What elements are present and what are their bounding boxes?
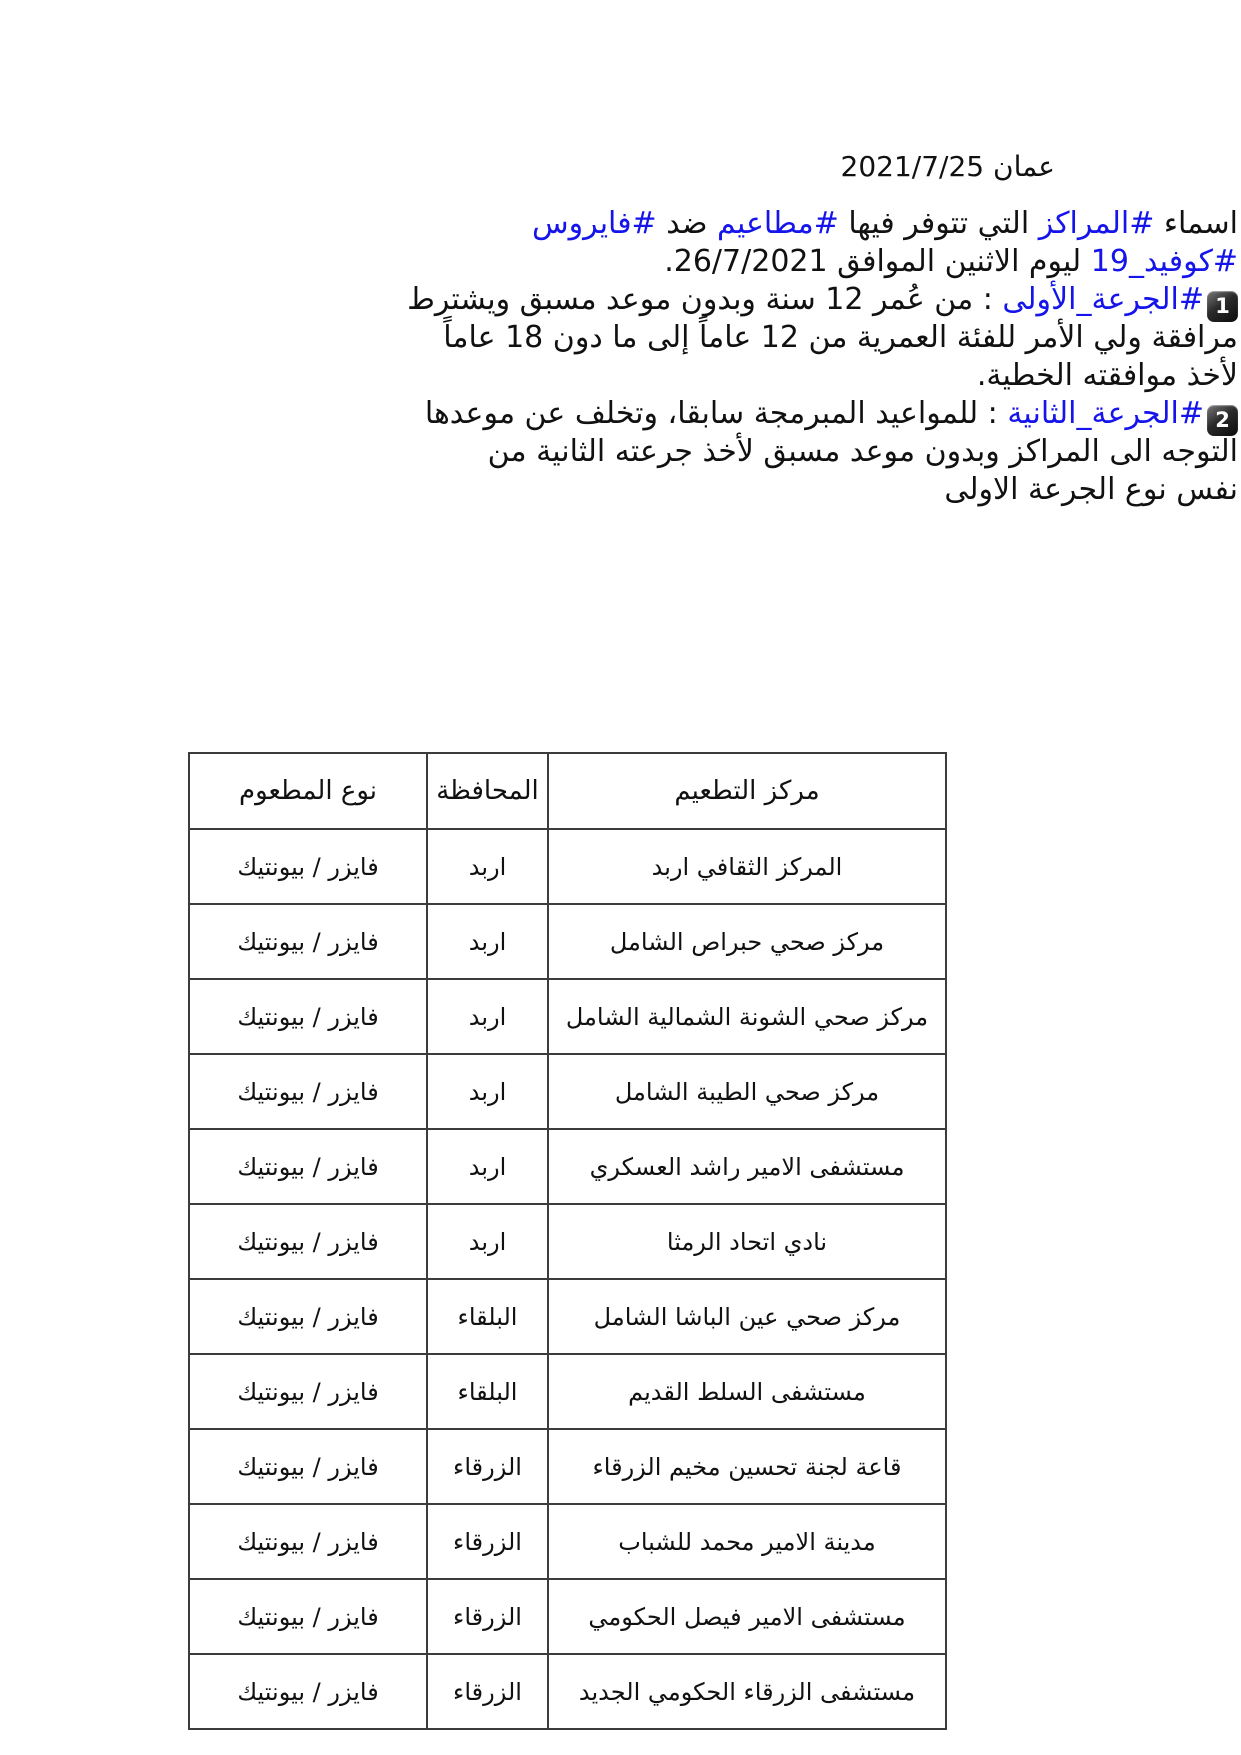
hashtag-link[interactable]: #الجرعة_الثانية	[1007, 396, 1204, 431]
intro-line-1	[188, 205, 1238, 243]
governorate-cell: البلقاء	[427, 1279, 548, 1354]
center-cell: مستشفى الزرقاء الحكومي الجديد	[548, 1654, 946, 1729]
intro-paragraph	[188, 205, 1238, 509]
dateline: عمان 2021/7/25	[840, 150, 1055, 183]
hashtag-link[interactable]: #الجرعة_الأولى	[1002, 282, 1204, 317]
table-row	[189, 1054, 946, 1129]
vaccine-cell: فايزر / بيونتيك	[189, 1429, 427, 1504]
vaccine-cell: فايزر / بيونتيك	[189, 979, 427, 1054]
governorate-cell: اربد	[427, 904, 548, 979]
governorate-cell: الزرقاء	[427, 1504, 548, 1579]
governorate-cell: الزرقاء	[427, 1579, 548, 1654]
table-row	[189, 904, 946, 979]
center-cell: المركز الثقافي اربد	[548, 829, 946, 904]
table-row	[189, 979, 946, 1054]
table-row	[189, 829, 946, 904]
governorate-cell: اربد	[427, 1204, 548, 1279]
center-cell: مدينة الامير محمد للشباب	[548, 1504, 946, 1579]
text-run: التي تتوفر فيها	[838, 206, 1039, 241]
intro-line-8	[188, 471, 1238, 509]
table-row	[189, 1654, 946, 1729]
governorate-cell: اربد	[427, 829, 548, 904]
hashtag-link[interactable]: #المراكز	[1038, 206, 1155, 241]
vaccination-centers-table	[188, 752, 947, 1730]
hashtag-link[interactable]: #كوفيد_19	[1090, 244, 1238, 279]
table-row	[189, 1354, 946, 1429]
text-run: اسماء	[1154, 206, 1238, 241]
governorate-cell: اربد	[427, 979, 548, 1054]
center-cell: مركز صحي حبراص الشامل	[548, 904, 946, 979]
table-row	[189, 1429, 946, 1504]
keycap-2-icon: 2	[1207, 405, 1238, 436]
text-run: : للمواعيد المبرمجة سابقا، وتخلف عن موعدها	[424, 396, 1008, 431]
vaccine-cell: فايزر / بيونتيك	[189, 1579, 427, 1654]
text-run: نفس نوع الجرعة الاولى	[944, 472, 1238, 507]
table-header-row	[189, 753, 946, 829]
text-run: التوجه الى المراكز وبدون موعد مسبق لأخذ جرعته الثانية من	[487, 434, 1238, 469]
center-cell: مركز صحي عين الباشا الشامل	[548, 1279, 946, 1354]
intro-line-2	[188, 243, 1238, 281]
vaccine-cell: فايزر / بيونتيك	[189, 1204, 427, 1279]
governorate-cell: البلقاء	[427, 1354, 548, 1429]
column-header-vaccine: نوع المطعوم	[189, 753, 427, 829]
intro-line-5	[188, 357, 1238, 395]
hashtag-link[interactable]: #مطاعيم	[716, 206, 839, 241]
center-cell: مستشفى الامير راشد العسكري	[548, 1129, 946, 1204]
center-cell: نادي اتحاد الرمثا	[548, 1204, 946, 1279]
vaccine-cell: فايزر / بيونتيك	[189, 1054, 427, 1129]
text-run: ليوم الاثنين الموافق 26/7/2021.	[664, 244, 1091, 279]
vaccine-cell: فايزر / بيونتيك	[189, 1654, 427, 1729]
intro-line-4	[188, 319, 1238, 357]
center-cell: مستشفى الامير فيصل الحكومي	[548, 1579, 946, 1654]
governorate-cell: الزرقاء	[427, 1429, 548, 1504]
keycap-1-icon: 1	[1207, 291, 1238, 322]
column-header-center: مركز التطعيم	[548, 753, 946, 829]
vaccine-cell: فايزر / بيونتيك	[189, 829, 427, 904]
table-row	[189, 1579, 946, 1654]
table-row	[189, 1279, 946, 1354]
vaccine-cell: فايزر / بيونتيك	[189, 1129, 427, 1204]
vaccine-cell: فايزر / بيونتيك	[189, 1504, 427, 1579]
center-cell: قاعة لجنة تحسين مخيم الزرقاء	[548, 1429, 946, 1504]
center-cell: مركز صحي الطيبة الشامل	[548, 1054, 946, 1129]
hashtag-link[interactable]: #فايروس	[532, 206, 657, 241]
vaccine-cell: فايزر / بيونتيك	[189, 1279, 427, 1354]
table-row	[189, 1504, 946, 1579]
intro-line-3	[188, 281, 1238, 319]
center-cell: مركز صحي الشونة الشمالية الشامل	[548, 979, 946, 1054]
text-run: ضد	[656, 206, 717, 241]
table-row	[189, 1129, 946, 1204]
intro-line-7	[188, 433, 1238, 471]
table-row	[189, 1204, 946, 1279]
governorate-cell: الزرقاء	[427, 1654, 548, 1729]
vaccine-cell: فايزر / بيونتيك	[189, 904, 427, 979]
center-cell: مستشفى السلط القديم	[548, 1354, 946, 1429]
column-header-governorate: المحافظة	[427, 753, 548, 829]
vaccine-cell: فايزر / بيونتيك	[189, 1354, 427, 1429]
governorate-cell: اربد	[427, 1054, 548, 1129]
intro-line-6	[188, 395, 1238, 433]
text-run: : من عُمر 12 سنة وبدون موعد مسبق ويشترط	[407, 282, 1003, 317]
text-run: مرافقة ولي الأمر للفئة العمرية من 12 عاماً إلى ما دون 18 عاماً	[443, 320, 1238, 355]
text-run: لأخذ موافقته الخطية.	[976, 358, 1238, 393]
governorate-cell: اربد	[427, 1129, 548, 1204]
